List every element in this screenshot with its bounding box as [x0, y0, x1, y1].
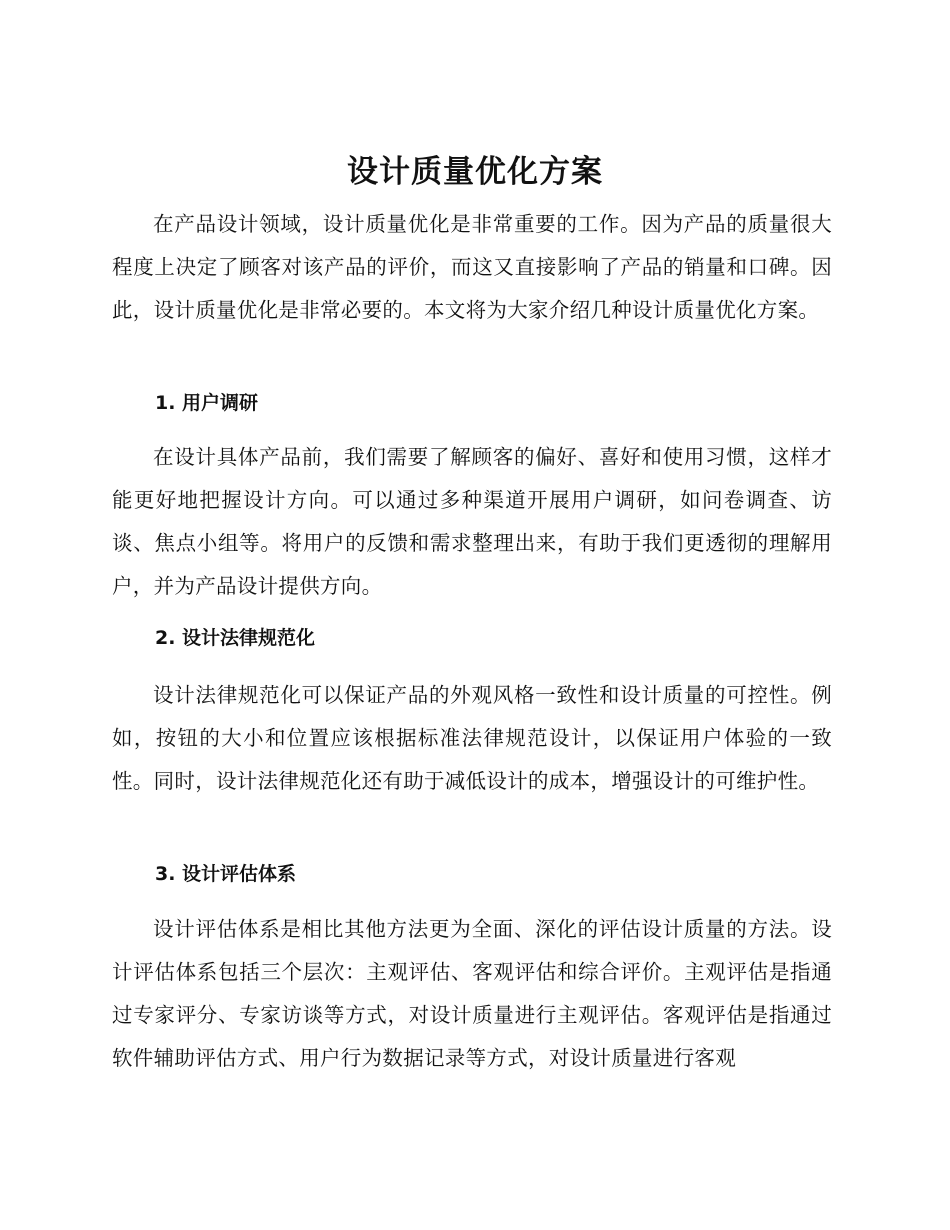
- section-heading-evaluation-system: 3. 设计评估体系: [155, 863, 297, 885]
- section-body-user-research: 在设计具体产品前，我们需要了解顾客的偏好、喜好和使用习惯，这样才能更好地把握设计方向。可以通过多种渠道开展用户调研，如问卷调查、访谈、焦点小组等。将用户的反馈和需求整理出来，有助于我们更透彻的理解用户，并为产品设计提供方向。: [112, 445, 832, 598]
- section-heading-user-research: 1. 用户调研: [155, 392, 259, 414]
- section-heading-design-standards: 2. 设计法律规范化: [155, 627, 316, 649]
- section-body-design-standards: 设计法律规范化可以保证产品的外观风格一致性和设计质量的可控性。例如，按钮的大小和位置应该根据标准法律规范设计，以保证用户体验的一致性。同时，设计法律规范化还有助于减低设计的成本，增强设计的可维护性。: [112, 683, 832, 793]
- document-title: 设计质量优化方案: [347, 154, 603, 190]
- intro-paragraph: 在产品设计领域，设计质量优化是非常重要的工作。因为产品的质量很大程度上决定了顾客对该产品的评价，而这又直接影响了产品的销量和口碑。因此，设计质量优化是非常必要的。本文将为大家介绍几种设计质量优化方案。: [112, 212, 832, 322]
- section-body-evaluation-system: 设计评估体系是相比其他方法更为全面、深化的评估设计质量的方法。设计评估体系包括三个层次：主观评估、客观评估和综合评价。主观评估是指通过专家评分、专家访谈等方式，对设计质量进行主观评估。客观评估是指通过软件辅助评估方式、用户行为数据记录等方式，对设计质量进行客观: [112, 917, 832, 1070]
